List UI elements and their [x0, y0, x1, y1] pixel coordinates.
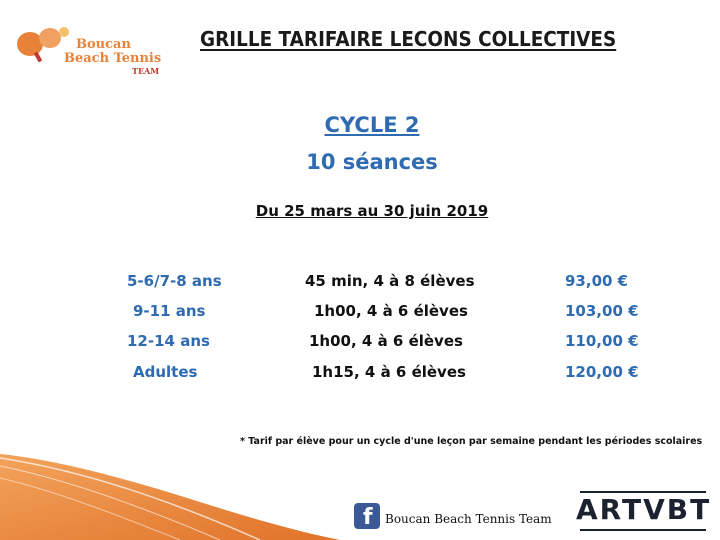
page-title: GRILLE TARIFAIRE LECONS COLLECTIVES [200, 27, 617, 51]
row-4-price: 120,00 € [565, 363, 639, 381]
row-4-age: Adultes [133, 363, 198, 381]
row-2-age: 9-11 ans [133, 302, 206, 320]
session-count: 10 séances [306, 150, 438, 174]
club-logo [14, 22, 174, 78]
cycle-name: CYCLE 2 [324, 113, 420, 137]
row-3-detail: 1h00, 4 à 6 élèves [309, 332, 463, 350]
partner-logo-bottom-rule [580, 529, 706, 531]
facebook-page-link[interactable]: Boucan Beach Tennis Team [385, 512, 552, 526]
row-4-detail: 1h15, 4 à 6 élèves [312, 363, 466, 381]
row-1-detail: 45 min, 4 à 8 élèves [305, 272, 475, 290]
logo-text-line3: TEAM [132, 66, 160, 76]
row-3-price: 110,00 € [565, 332, 639, 350]
row-1-age: 5-6/7-8 ans [127, 272, 222, 290]
facebook-icon[interactable]: f [354, 503, 380, 529]
logo-text-line1: Boucan [76, 37, 131, 52]
footnote: * Tarif par élève pour un cycle d'une leçon par semaine pendant les périodes scolaires [240, 436, 703, 447]
row-3-age: 12-14 ans [127, 332, 210, 350]
cycle-dates: Du 25 mars au 30 juin 2019 [255, 202, 489, 220]
partner-logo [576, 491, 710, 531]
partner-logo-text: ARTVBT [576, 493, 712, 526]
row-2-detail: 1h00, 4 à 6 élèves [314, 302, 468, 320]
logo-text-line2: Beach Tennis [64, 51, 162, 66]
row-1-price: 93,00 € [565, 272, 629, 290]
row-2-price: 103,00 € [565, 302, 639, 320]
